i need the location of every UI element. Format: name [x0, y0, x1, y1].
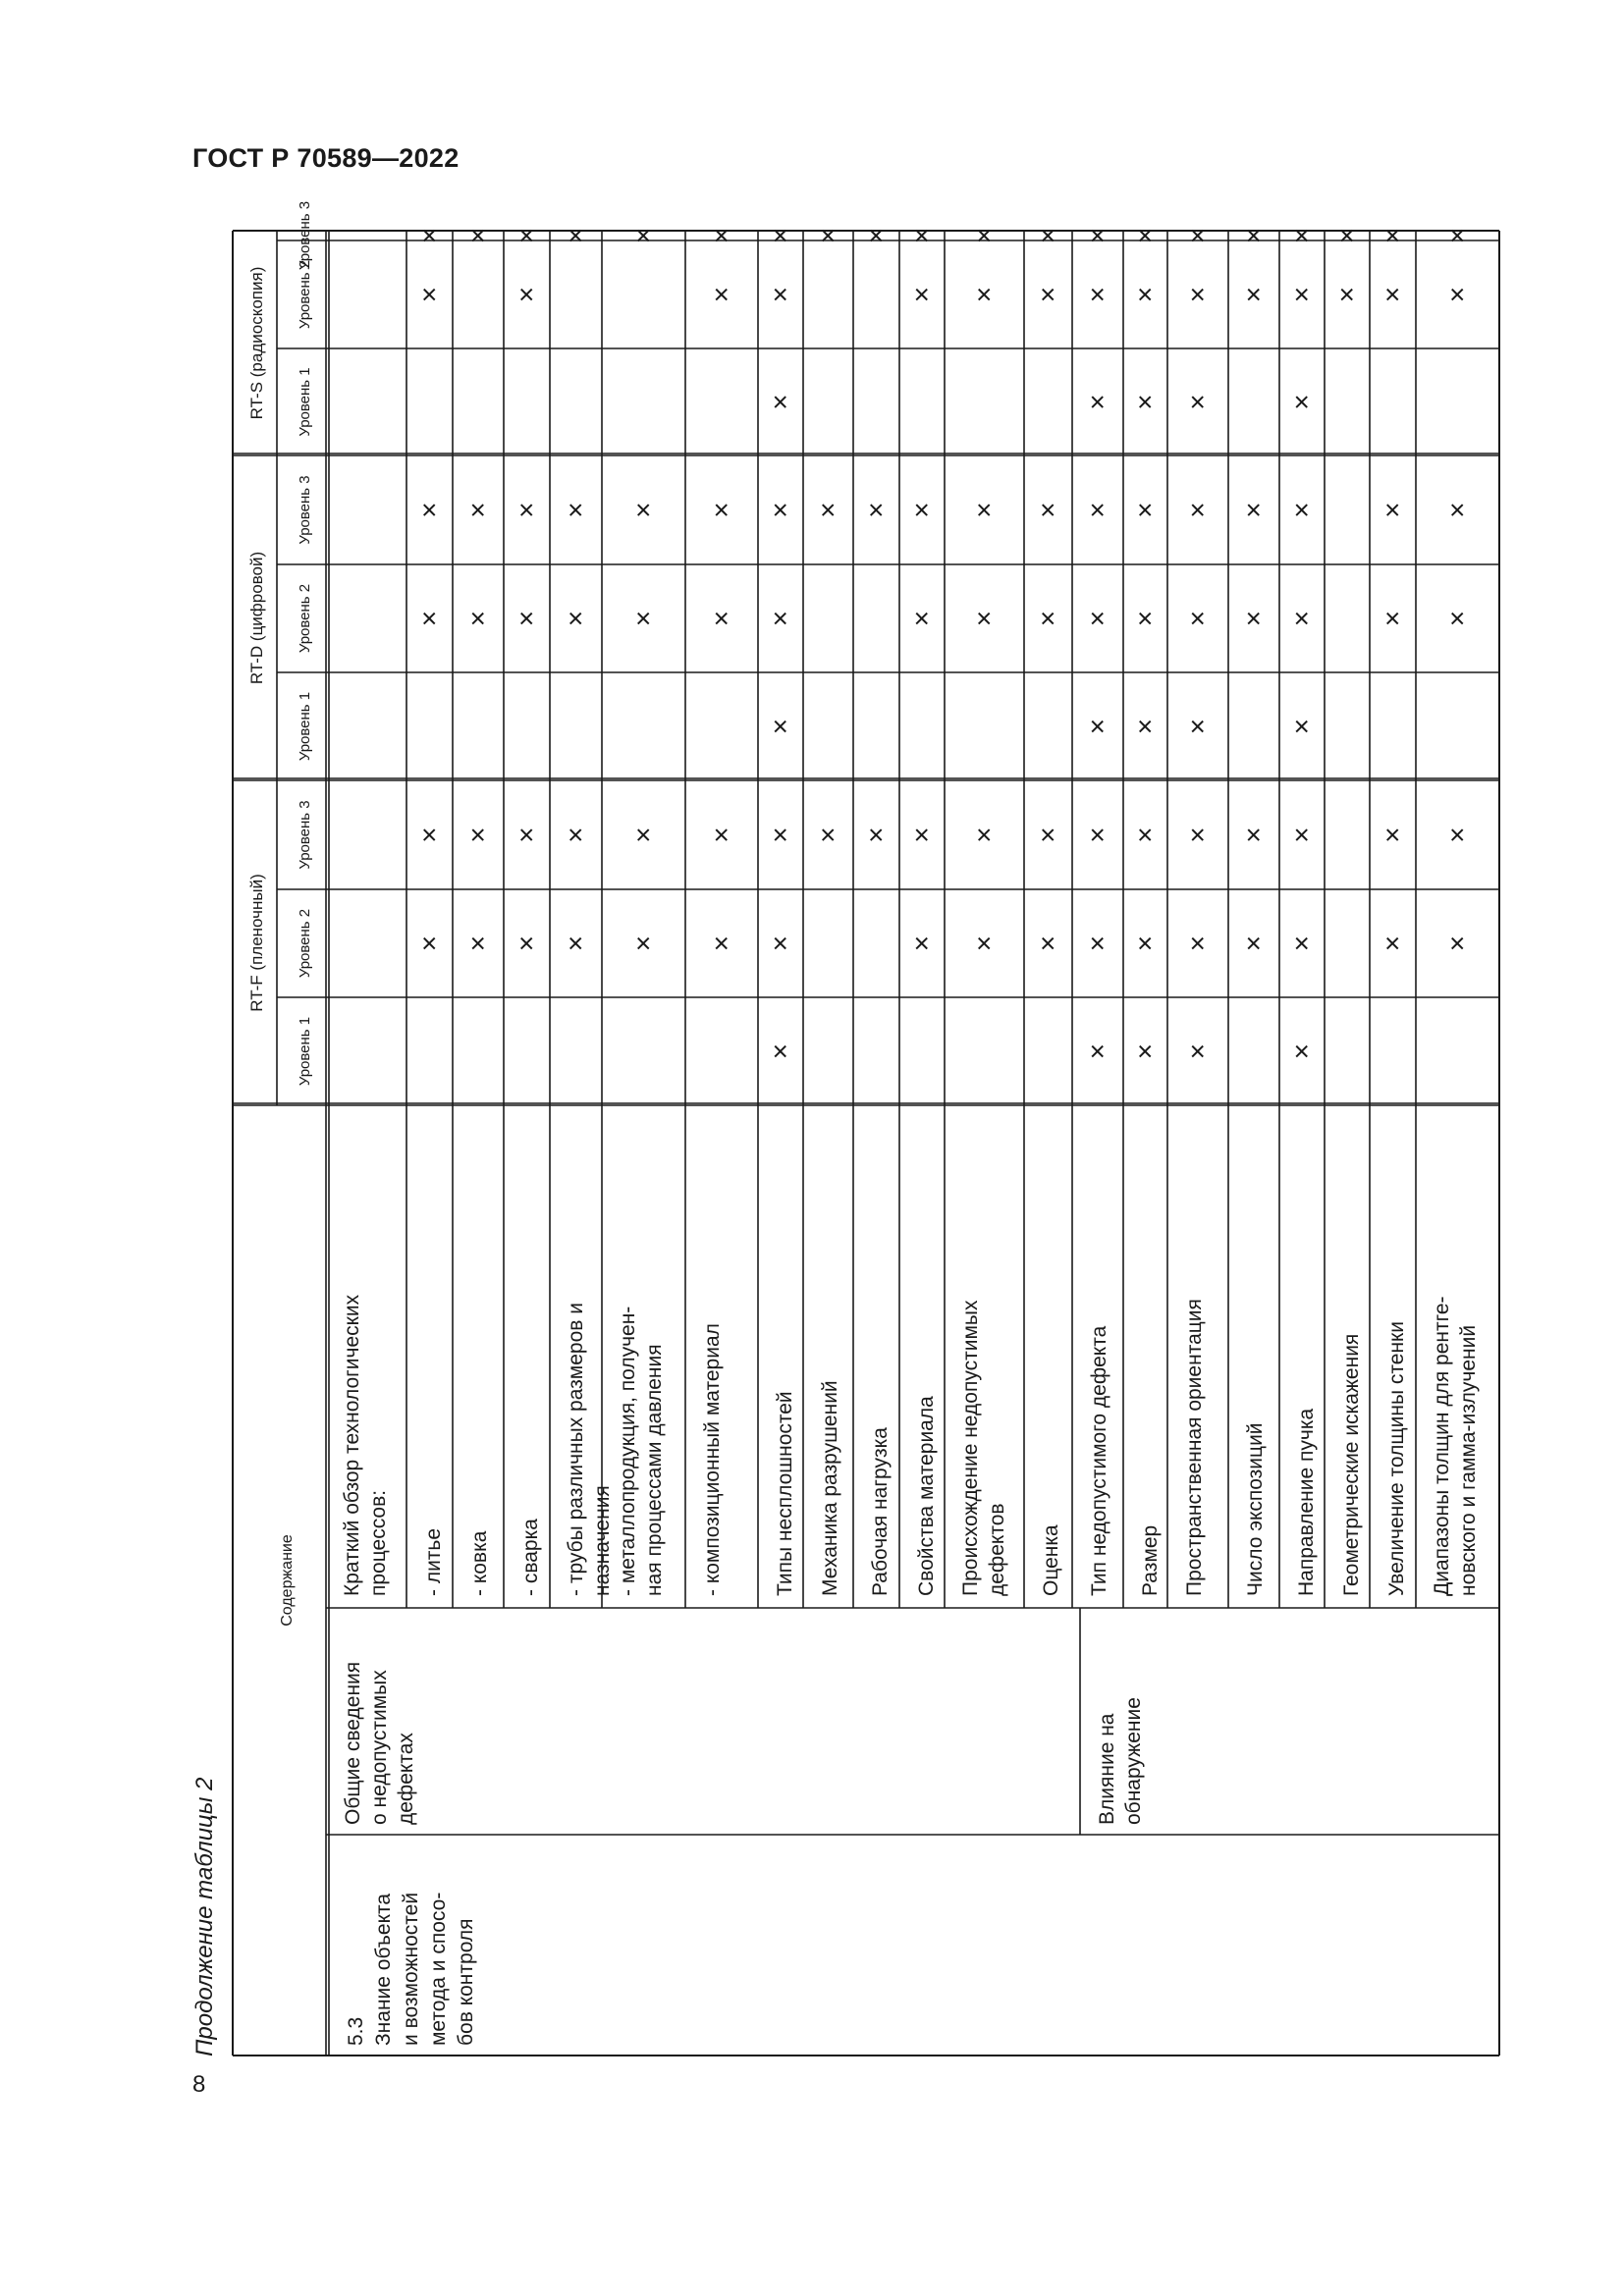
level-header: Уровень 3 — [297, 200, 313, 271]
level-mark-cross: × — [560, 610, 591, 627]
level-mark-cross: × — [968, 610, 1000, 627]
level-mark-cross: × — [968, 502, 1000, 518]
level-mark-cross: × — [1129, 286, 1161, 303]
level-mark-cross: × — [1238, 934, 1269, 952]
level-mark-cross: × — [1032, 227, 1063, 244]
level-mark-cross: × — [1182, 827, 1213, 843]
level-mark-cross: × — [462, 827, 493, 843]
level-mark-cross: × — [1032, 286, 1063, 303]
content-row-text: Рабочая нагрузка — [869, 1427, 892, 1596]
level-mark-cross: × — [1377, 827, 1408, 843]
level-mark-cross: × — [1129, 610, 1161, 627]
level-mark-cross: × — [1286, 827, 1317, 843]
level-mark-cross: × — [511, 286, 542, 303]
subsection-label-line: обнаружение — [1122, 1697, 1145, 1825]
level-mark-cross: × — [1082, 718, 1112, 735]
level-mark-cross: × — [1182, 502, 1213, 518]
level-mark-cross: × — [1286, 502, 1317, 518]
level-mark-cross: × — [1377, 502, 1408, 518]
level-mark-cross: × — [462, 502, 493, 518]
level-mark-cross: × — [765, 286, 795, 303]
level-mark-cross: × — [1377, 286, 1408, 303]
level-mark-cross: × — [1182, 934, 1213, 952]
level-header: Уровень 3 — [297, 475, 313, 545]
level-mark-cross: × — [1182, 610, 1213, 627]
level-header: Уровень 1 — [297, 367, 313, 437]
level-mark-cross: × — [1286, 610, 1317, 627]
level-mark-cross: × — [1441, 610, 1473, 627]
level-mark-cross: × — [627, 502, 659, 518]
level-mark-cross: × — [765, 718, 795, 735]
level-mark-cross: × — [906, 934, 937, 952]
level-mark-cross: × — [706, 934, 736, 952]
level-mark-cross: × — [1082, 610, 1112, 627]
level-mark-cross: × — [1331, 227, 1362, 244]
level-header: Уровень 1 — [297, 691, 313, 762]
level-header: Уровень 1 — [297, 1016, 313, 1087]
level-mark-cross: × — [765, 1042, 795, 1060]
content-row-text: - сварка — [519, 1519, 542, 1596]
level-mark-cross: × — [1129, 1042, 1161, 1060]
level-mark-cross: × — [1082, 1042, 1112, 1060]
level-mark-cross: × — [1182, 227, 1213, 244]
content-row-text: Тип недопустимого дефекта — [1088, 1325, 1110, 1596]
content-row-text: дефектов — [986, 1503, 1008, 1596]
level-mark-cross: × — [511, 827, 542, 843]
level-header: Уровень 2 — [297, 583, 313, 654]
level-mark-cross: × — [1238, 827, 1269, 843]
level-mark-cross: × — [1182, 394, 1213, 410]
level-mark-cross: × — [1441, 227, 1473, 244]
level-mark-cross: × — [860, 227, 892, 244]
level-mark-cross: × — [1238, 227, 1269, 244]
level-mark-cross: × — [1082, 394, 1112, 410]
level-mark-cross: × — [1377, 610, 1408, 627]
level-mark-cross: × — [1441, 502, 1473, 518]
level-mark-cross: × — [560, 227, 591, 244]
level-mark-cross: × — [1032, 934, 1063, 952]
level-mark-cross: × — [627, 934, 659, 952]
level-mark-cross: × — [860, 827, 892, 843]
level-mark-cross: × — [1129, 718, 1161, 735]
content-row-text: Типы несплошностей — [774, 1391, 796, 1596]
level-mark-cross: × — [1286, 286, 1317, 303]
level-mark-cross: × — [1129, 502, 1161, 518]
level-mark-cross: × — [1129, 394, 1161, 410]
level-mark-cross: × — [706, 502, 736, 518]
level-mark-cross: × — [906, 827, 937, 843]
level-mark-cross: × — [413, 502, 445, 518]
level-mark-cross: × — [765, 827, 795, 843]
level-header: Уровень 3 — [297, 800, 313, 870]
level-mark-cross: × — [1286, 934, 1317, 952]
level-mark-cross: × — [1082, 934, 1112, 952]
content-row-text: процессов: — [367, 1489, 390, 1596]
content-row-text: - металлопродукция, получен- — [617, 1306, 639, 1596]
level-mark-cross: × — [1082, 286, 1112, 303]
level-mark-cross: × — [706, 610, 736, 627]
level-mark-cross: × — [413, 610, 445, 627]
level-mark-cross: × — [511, 610, 542, 627]
level-mark-cross: × — [968, 827, 1000, 843]
level-mark-cross: × — [1441, 934, 1473, 952]
method-group-header: RT-F (пленочный) — [247, 874, 266, 1012]
level-mark-cross: × — [1238, 610, 1269, 627]
level-mark-cross: × — [627, 610, 659, 627]
level-mark-cross: × — [706, 227, 736, 244]
level-header: Уровень 2 — [297, 259, 313, 330]
level-mark-cross: × — [1129, 827, 1161, 843]
level-mark-cross: × — [968, 286, 1000, 303]
level-mark-cross: × — [1182, 286, 1213, 303]
level-mark-cross: × — [462, 610, 493, 627]
content-row-text: Механика разрушений — [819, 1380, 841, 1596]
subsection-label-line: Влияние на — [1096, 1713, 1118, 1825]
level-header: Уровень 2 — [297, 908, 313, 979]
level-mark-cross: × — [511, 227, 542, 244]
level-mark-cross: × — [906, 227, 937, 244]
level-mark-cross: × — [1182, 1042, 1213, 1060]
level-mark-cross: × — [706, 286, 736, 303]
level-mark-cross: × — [1182, 718, 1213, 735]
content-row-text: назначения — [591, 1485, 614, 1596]
level-mark-cross: × — [1238, 502, 1269, 518]
level-mark-cross: × — [1286, 394, 1317, 410]
method-group-header: RT-S (радиоскопия) — [247, 266, 266, 420]
content-row-text: Число экспозиций — [1244, 1422, 1267, 1596]
level-mark-cross: × — [812, 827, 843, 843]
level-mark-cross: × — [1082, 227, 1112, 244]
level-mark-cross: × — [765, 610, 795, 627]
level-mark-cross: × — [627, 227, 659, 244]
content-row-text: ная процессами давления — [643, 1344, 666, 1596]
level-mark-cross: × — [1441, 286, 1473, 303]
level-mark-cross: × — [1377, 227, 1408, 244]
level-mark-cross: × — [812, 502, 843, 518]
level-mark-cross: × — [1331, 286, 1362, 303]
content-column-header: Содержание — [279, 1534, 296, 1627]
content-row-text: Пространственная ориентация — [1183, 1299, 1206, 1596]
content-row-text: Размер — [1139, 1524, 1162, 1596]
level-mark-cross: × — [413, 827, 445, 843]
level-mark-cross: × — [906, 502, 937, 518]
level-mark-cross: × — [812, 227, 843, 244]
level-mark-cross: × — [1286, 718, 1317, 735]
level-mark-cross: × — [560, 934, 591, 952]
table-continuation-caption: Продолжение таблицы 2 — [191, 1777, 218, 2056]
content-row-text: Происхождение недопустимых — [959, 1300, 982, 1596]
level-mark-cross: × — [1032, 610, 1063, 627]
level-mark-cross: × — [511, 502, 542, 518]
subsection-label-line: дефектах — [395, 1733, 417, 1825]
section-label-line: Знание объекта — [372, 1893, 395, 2046]
level-mark-cross: × — [1032, 827, 1063, 843]
content-row-text: - трубы различных размеров и — [565, 1303, 587, 1596]
section-label-line: бов контроля — [455, 1918, 477, 2046]
level-mark-cross: × — [462, 934, 493, 952]
subsection-label-line: Общие сведения — [342, 1661, 364, 1825]
level-mark-cross: × — [1032, 502, 1063, 518]
level-mark-cross: × — [1286, 1042, 1317, 1060]
standard-header: ГОСТ Р 70589—2022 — [192, 143, 460, 173]
level-mark-cross: × — [860, 502, 892, 518]
level-mark-cross: × — [413, 934, 445, 952]
level-mark-cross: × — [1129, 934, 1161, 952]
level-mark-cross: × — [906, 286, 937, 303]
level-mark-cross: × — [765, 394, 795, 410]
content-row-text: - ковка — [468, 1530, 491, 1596]
level-mark-cross: × — [462, 227, 493, 244]
level-mark-cross: × — [1286, 227, 1317, 244]
level-mark-cross: × — [560, 827, 591, 843]
section-label-line: и возможностей — [400, 1892, 422, 2046]
content-row-text: Оценка — [1040, 1524, 1062, 1596]
content-row-text: - композиционный материал — [701, 1323, 724, 1596]
level-mark-cross: × — [1129, 227, 1161, 244]
subsection-label-line: о недопустимых — [368, 1670, 391, 1825]
content-row-text: Диапазоны толщин для рентге- — [1431, 1296, 1453, 1596]
content-row-text: новского и гамма-излучений — [1457, 1324, 1480, 1596]
content-row-text: Свойства материала — [915, 1396, 938, 1596]
level-mark-cross: × — [706, 827, 736, 843]
level-mark-cross: × — [1441, 827, 1473, 843]
level-mark-cross: × — [560, 502, 591, 518]
level-mark-cross: × — [511, 934, 542, 952]
level-mark-cross: × — [413, 227, 445, 244]
content-row-text: Увеличение толщины стенки — [1385, 1321, 1408, 1596]
level-mark-cross: × — [765, 934, 795, 952]
level-mark-cross: × — [627, 827, 659, 843]
page-number: 8 — [192, 2071, 206, 2098]
level-mark-cross: × — [906, 610, 937, 627]
level-mark-cross: × — [968, 227, 1000, 244]
level-mark-cross: × — [1082, 827, 1112, 843]
section-label-line: 5.3 — [345, 2016, 367, 2046]
level-mark-cross: × — [413, 286, 445, 303]
content-row-text: Направление пучка — [1295, 1408, 1318, 1596]
section-label-line: метода и спосо- — [427, 1892, 450, 2046]
content-row-text: - литье — [422, 1527, 445, 1596]
method-group-header: RT-D (цифровой) — [247, 551, 266, 685]
content-row-text: Краткий обзор технологических — [341, 1294, 363, 1596]
level-mark-cross: × — [1082, 502, 1112, 518]
level-mark-cross: × — [968, 934, 1000, 952]
level-mark-cross: × — [765, 227, 795, 244]
level-mark-cross: × — [765, 502, 795, 518]
level-mark-cross: × — [1238, 286, 1269, 303]
content-row-text: Геометрические искажения — [1340, 1333, 1363, 1596]
level-mark-cross: × — [1377, 934, 1408, 952]
